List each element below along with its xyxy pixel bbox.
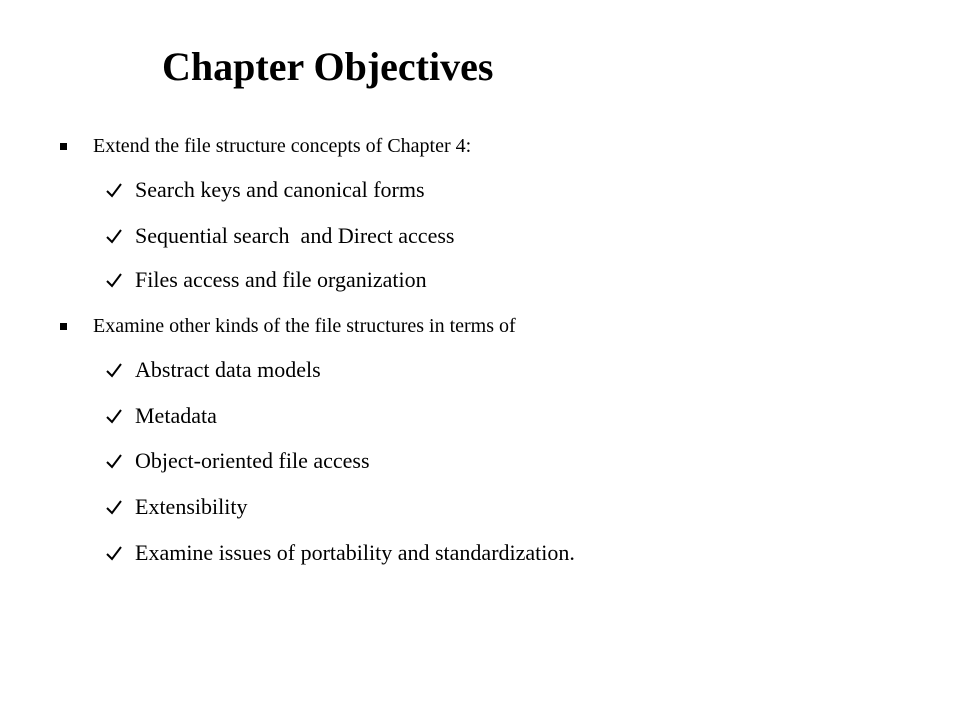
square-bullet-icon <box>60 143 67 150</box>
check-item <box>105 267 427 293</box>
check-item-text: Sequential search and Direct access <box>135 223 455 248</box>
check-item <box>105 540 575 566</box>
checkmark-icon <box>105 407 123 425</box>
bullet-text: Examine other kinds of the file structures in terms of <box>93 315 516 337</box>
check-item-text: Object-oriented file access <box>135 448 370 473</box>
check-item-text: Search keys and canonical forms <box>135 177 425 202</box>
check-item-text: Extensibility <box>135 494 248 519</box>
checkmark-icon <box>105 361 123 379</box>
bullet-item <box>60 134 471 158</box>
check-item-text: Metadata <box>135 403 217 428</box>
checkmark-icon <box>105 271 123 289</box>
check-item <box>105 494 247 520</box>
check-item-text: Files access and file organization <box>135 267 427 292</box>
check-item <box>105 403 217 429</box>
check-item <box>105 448 370 474</box>
check-item <box>105 177 425 203</box>
checkmark-icon <box>105 544 123 562</box>
check-item <box>105 357 321 383</box>
slide-title: Chapter Objectives <box>162 44 494 89</box>
check-item <box>105 223 454 249</box>
checkmark-icon <box>105 181 123 199</box>
checkmark-icon <box>105 452 123 470</box>
bullet-item <box>60 314 516 338</box>
checkmark-icon <box>105 227 123 245</box>
checkmark-icon <box>105 498 123 516</box>
square-bullet-icon <box>60 323 67 330</box>
check-item-text: Examine issues of portability and standardization. <box>135 540 575 565</box>
check-item-text: Abstract data models <box>135 357 321 382</box>
bullet-text: Extend the file structure concepts of Chapter 4: <box>93 135 472 157</box>
